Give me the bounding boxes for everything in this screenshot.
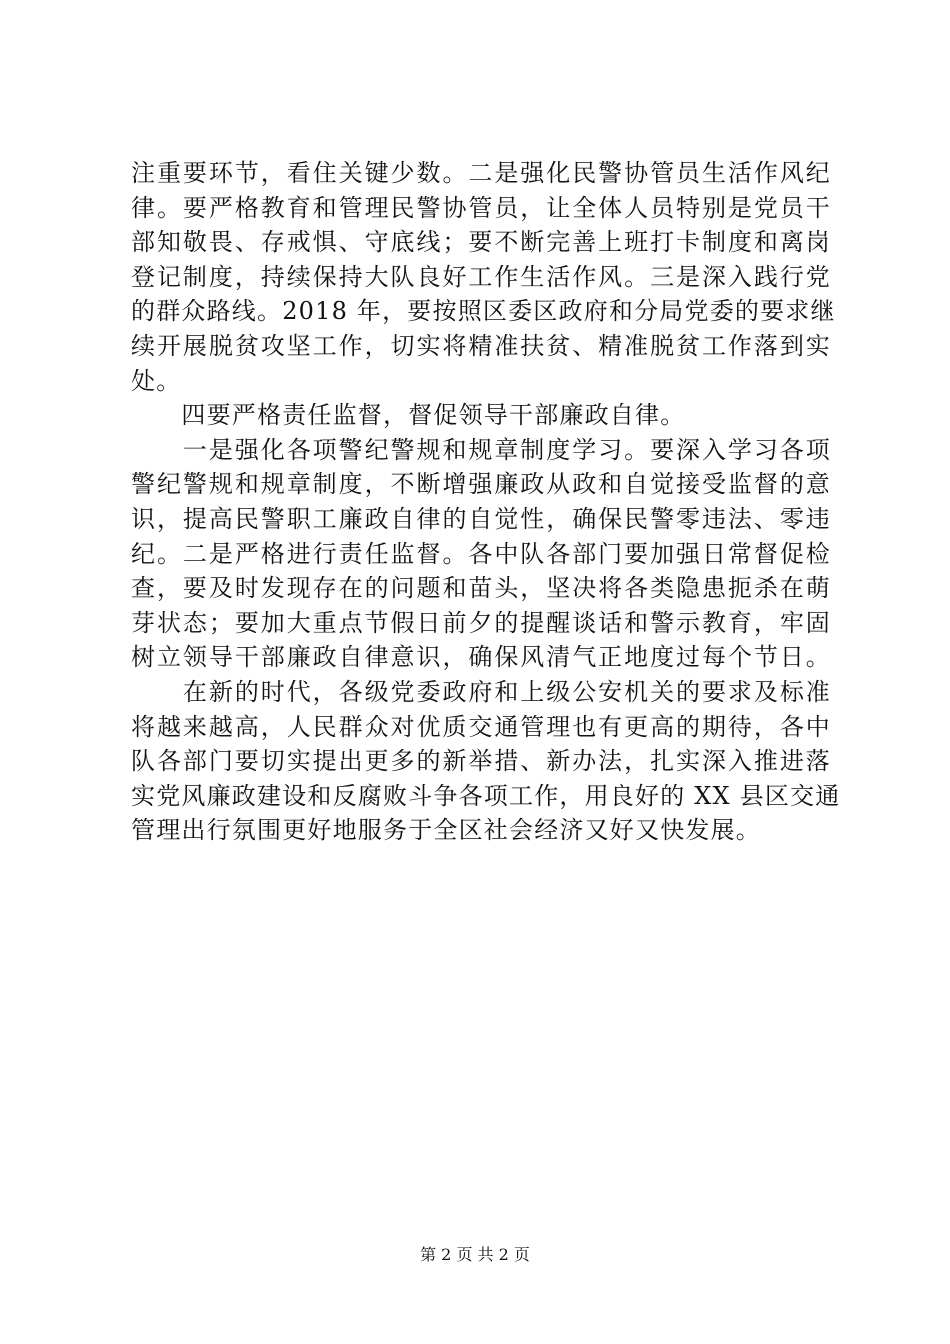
text-line: 队各部门要切实提出更多的新举措、新办法，扎实深入推进落 xyxy=(131,747,831,776)
text-line: 树立领导干部廉政自律意识，确保风清气正地度过每个节日。 xyxy=(131,643,831,672)
text-line: 警纪警规和规章制度，不断增强廉政从政和自觉接受监督的意 xyxy=(131,470,831,499)
page-number-label: 第 2 页 共 2 页 xyxy=(420,1245,530,1264)
text-line: 续开展脱贫攻坚工作，切实将精准扶贫、精准脱贫工作落到实 xyxy=(131,331,831,360)
text-line: 处。 xyxy=(131,366,182,395)
text-line: 注重要环节，看住关键少数。二是强化民警协管员生活作风纪 xyxy=(131,159,831,187)
text-line: 芽状态；要加大重点节假日前夕的提醒谈话和警示教育，牢固 xyxy=(131,608,831,637)
text-line: 一是强化各项警纪警规和规章制度学习。要深入学习各项 xyxy=(131,435,831,464)
text-line: 管理出行氛围更好地服务于全区社会经济又好又快发展。 xyxy=(131,816,761,845)
text-line: 部知敬畏、存戒惧、守底线；要不断完善上班打卡制度和离岗 xyxy=(131,228,831,257)
text-line: 纪。二是严格进行责任监督。各中队各部门要加强日常督促检 xyxy=(131,539,831,568)
text-line: 的群众路线。2018 年，要按照区委区政府和分局党委的要求继 xyxy=(131,297,836,326)
text-line: 将越来越高，人民群众对优质交通管理也有更高的期待，各中 xyxy=(131,712,831,741)
text-line: 律。要严格教育和管理民警协管员，让全体人员特别是党员干 xyxy=(131,193,831,222)
page-footer xyxy=(0,1244,950,1266)
text-line: 查，要及时发现存在的问题和苗头，坚决将各类隐患扼杀在萌 xyxy=(131,574,831,603)
text-line: 四要严格责任监督，督促领导干部廉政自律。 xyxy=(131,401,686,430)
text-line: 识，提高民警职工廉政自律的自觉性，确保民警零违法、零违 xyxy=(131,504,831,533)
text-line: 实党风廉政建设和反腐败斗争各项工作，用良好的 XX 县区交通 xyxy=(131,781,841,810)
text-line: 登记制度，持续保持大队良好工作生活作风。三是深入践行党 xyxy=(131,262,831,291)
document-body xyxy=(131,156,841,848)
text-line: 在新的时代，各级党委政府和上级公安机关的要求及标准 xyxy=(131,677,831,706)
